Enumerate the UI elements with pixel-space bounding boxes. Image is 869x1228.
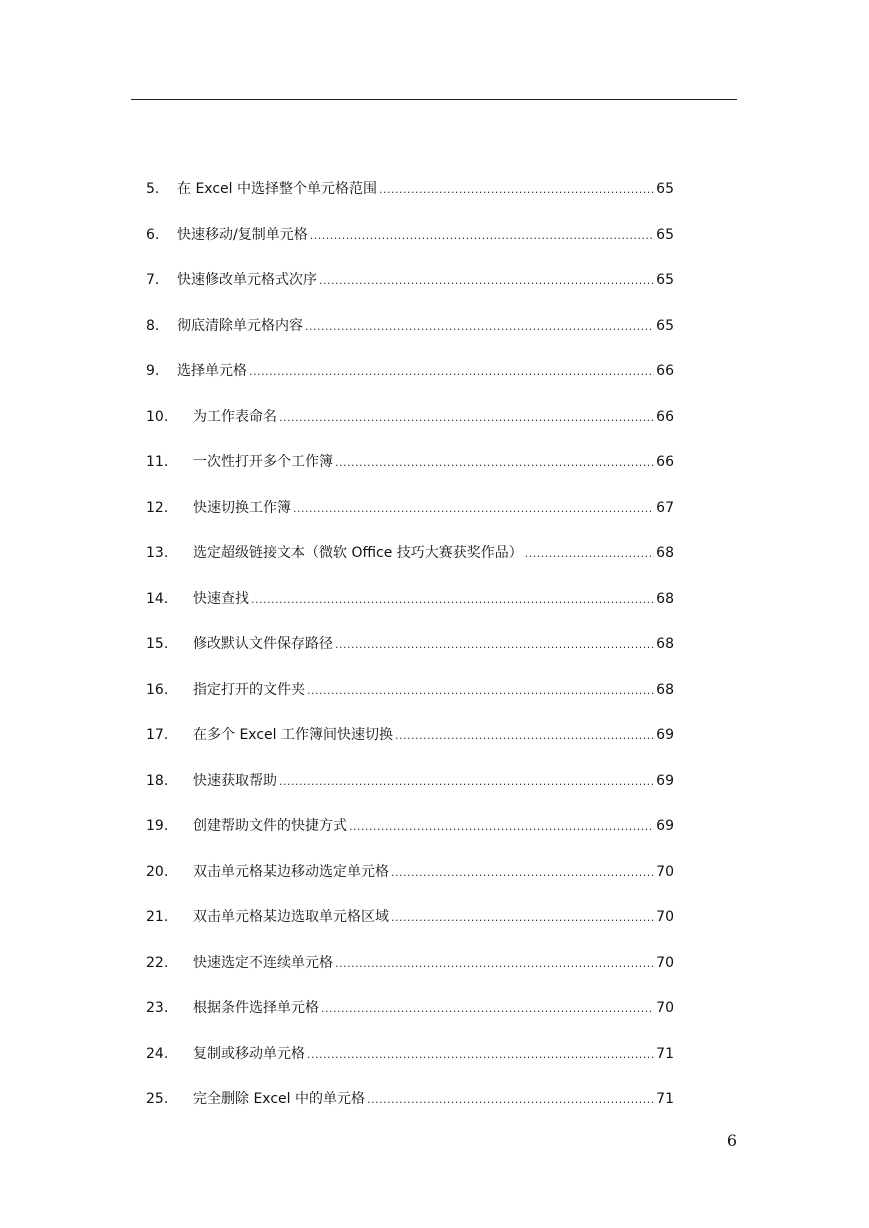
- toc-entry[interactable]: [146, 945, 674, 991]
- dot-leader: [310, 218, 654, 254]
- toc-entry-number: 18.: [146, 772, 169, 789]
- toc-entry-number: 22.: [146, 954, 169, 971]
- toc-entry-page: 71: [656, 1045, 674, 1062]
- toc-entry-number: 23.: [146, 1000, 169, 1016]
- toc-entry-page: 68: [656, 590, 674, 607]
- dot-leader: [307, 673, 654, 709]
- toc-entry-number: 17.: [146, 727, 169, 743]
- toc-entry-page: 67: [656, 499, 674, 516]
- toc-entry-number: 7.: [146, 272, 160, 288]
- toc-entry-page: 65: [656, 272, 674, 288]
- toc-entry-title: 为工作表命名: [193, 408, 277, 425]
- toc-entry-page: 69: [656, 772, 674, 789]
- toc-entry-title: 修改默认文件保存路径: [193, 636, 333, 652]
- dot-leader: [367, 1082, 654, 1118]
- dot-leader: [321, 991, 654, 1027]
- toc-entry[interactable]: [146, 171, 674, 217]
- toc-entry-number: 6.: [146, 226, 160, 243]
- toc-entry[interactable]: [146, 1036, 674, 1082]
- dot-leader: [279, 764, 654, 800]
- toc-entry-title: 指定打开的文件夹: [193, 681, 305, 698]
- toc-entry[interactable]: [146, 490, 674, 536]
- toc-entry-number: 20.: [146, 863, 169, 880]
- toc-entry-page: 70: [656, 909, 674, 925]
- toc-entry-page: 70: [656, 954, 674, 971]
- toc-entry-title: 快速移动/复制单元格: [177, 226, 308, 243]
- toc-entry-page: 69: [656, 818, 674, 834]
- dot-leader: [251, 582, 654, 618]
- toc-entry-page: 68: [656, 545, 674, 561]
- toc-entry-number: 19.: [146, 818, 169, 834]
- toc-entry-title: 快速选定不连续单元格: [193, 954, 333, 971]
- toc-entry-title: 在多个 Excel 工作簿间快速切换: [193, 727, 393, 743]
- toc-entry-number: 14.: [146, 590, 169, 607]
- page-number: 6: [726, 1131, 737, 1150]
- toc-entry-title: 创建帮助文件的快捷方式: [193, 818, 347, 834]
- dot-leader: [319, 263, 654, 299]
- dot-leader: [305, 309, 654, 345]
- toc-entry-number: 12.: [146, 499, 169, 516]
- toc-entry-title: 快速查找: [193, 590, 249, 607]
- dot-leader: [249, 354, 654, 390]
- dot-leader: [379, 172, 654, 208]
- toc-entry-number: 8.: [146, 317, 160, 334]
- toc-entry-number: 21.: [146, 909, 169, 925]
- toc-entry-title: 完全删除 Excel 中的单元格: [193, 1091, 365, 1107]
- dot-leader: [391, 900, 654, 936]
- toc-entry[interactable]: [146, 444, 674, 490]
- toc-entry[interactable]: [146, 899, 674, 945]
- toc-entry-title: 在 Excel 中选择整个单元格范围: [177, 181, 377, 197]
- dot-leader: [335, 445, 654, 481]
- toc-entry-page: 70: [656, 863, 674, 880]
- toc-entry-number: 15.: [146, 636, 169, 652]
- toc-entry-title: 选择单元格: [177, 363, 247, 379]
- toc-entry-title: 选定超级链接文本（微软 Office 技巧大赛获奖作品）: [193, 545, 523, 561]
- toc-entry[interactable]: [146, 808, 674, 854]
- toc-entry-title: 一次性打开多个工作簿: [193, 454, 333, 470]
- toc-entry[interactable]: [146, 353, 674, 399]
- toc-entry[interactable]: [146, 990, 674, 1036]
- toc-entry[interactable]: [146, 581, 674, 627]
- toc-entry[interactable]: [146, 672, 674, 718]
- toc-entry-title: 双击单元格某边选取单元格区域: [193, 909, 389, 925]
- toc-entry-page: 69: [656, 727, 674, 743]
- toc-entry-title: 彻底清除单元格内容: [177, 317, 303, 334]
- table-of-contents: [146, 171, 674, 1127]
- toc-entry-title: 快速切换工作簿: [193, 499, 291, 516]
- toc-entry[interactable]: [146, 308, 674, 354]
- toc-entry[interactable]: [146, 217, 674, 263]
- dot-leader: [391, 855, 654, 891]
- dot-leader: [349, 809, 654, 845]
- dot-leader: [525, 536, 654, 572]
- toc-entry-page: 66: [656, 454, 674, 470]
- toc-entry-page: 66: [656, 408, 674, 425]
- toc-entry-title: 复制或移动单元格: [193, 1045, 305, 1062]
- toc-entry-number: 16.: [146, 681, 169, 698]
- toc-entry[interactable]: [146, 763, 674, 809]
- header-rule: [131, 99, 737, 100]
- toc-entry-page: 71: [656, 1091, 674, 1107]
- toc-entry-number: 5.: [146, 181, 160, 197]
- toc-entry[interactable]: [146, 1081, 674, 1127]
- toc-entry[interactable]: [146, 399, 674, 445]
- toc-entry-title: 双击单元格某边移动选定单元格: [193, 863, 389, 880]
- toc-entry-page: 65: [656, 317, 674, 334]
- toc-entry[interactable]: [146, 717, 674, 763]
- toc-entry-page: 65: [656, 226, 674, 243]
- dot-leader: [335, 946, 654, 982]
- toc-entry-title: 根据条件选择单元格: [193, 1000, 319, 1016]
- toc-entry-title: 快速获取帮助: [193, 772, 277, 789]
- toc-entry-page: 68: [656, 636, 674, 652]
- toc-entry-title: 快速修改单元格式次序: [177, 272, 317, 288]
- toc-entry-page: 68: [656, 681, 674, 698]
- toc-entry[interactable]: [146, 854, 674, 900]
- toc-entry-number: 11.: [146, 454, 169, 470]
- toc-entry-number: 24.: [146, 1045, 169, 1062]
- dot-leader: [279, 400, 654, 436]
- toc-entry-number: 25.: [146, 1091, 169, 1107]
- toc-entry[interactable]: [146, 262, 674, 308]
- toc-entry[interactable]: [146, 535, 674, 581]
- toc-entry-page: 65: [656, 181, 674, 197]
- toc-entry[interactable]: [146, 626, 674, 672]
- toc-entry-page: 70: [656, 1000, 674, 1016]
- toc-entry-page: 66: [656, 363, 674, 379]
- toc-entry-number: 10.: [146, 408, 169, 425]
- dot-leader: [293, 491, 654, 527]
- toc-entry-number: 9.: [146, 363, 160, 379]
- dot-leader: [335, 627, 654, 663]
- toc-entry-number: 13.: [146, 545, 169, 561]
- dot-leader: [395, 718, 654, 754]
- dot-leader: [307, 1037, 654, 1073]
